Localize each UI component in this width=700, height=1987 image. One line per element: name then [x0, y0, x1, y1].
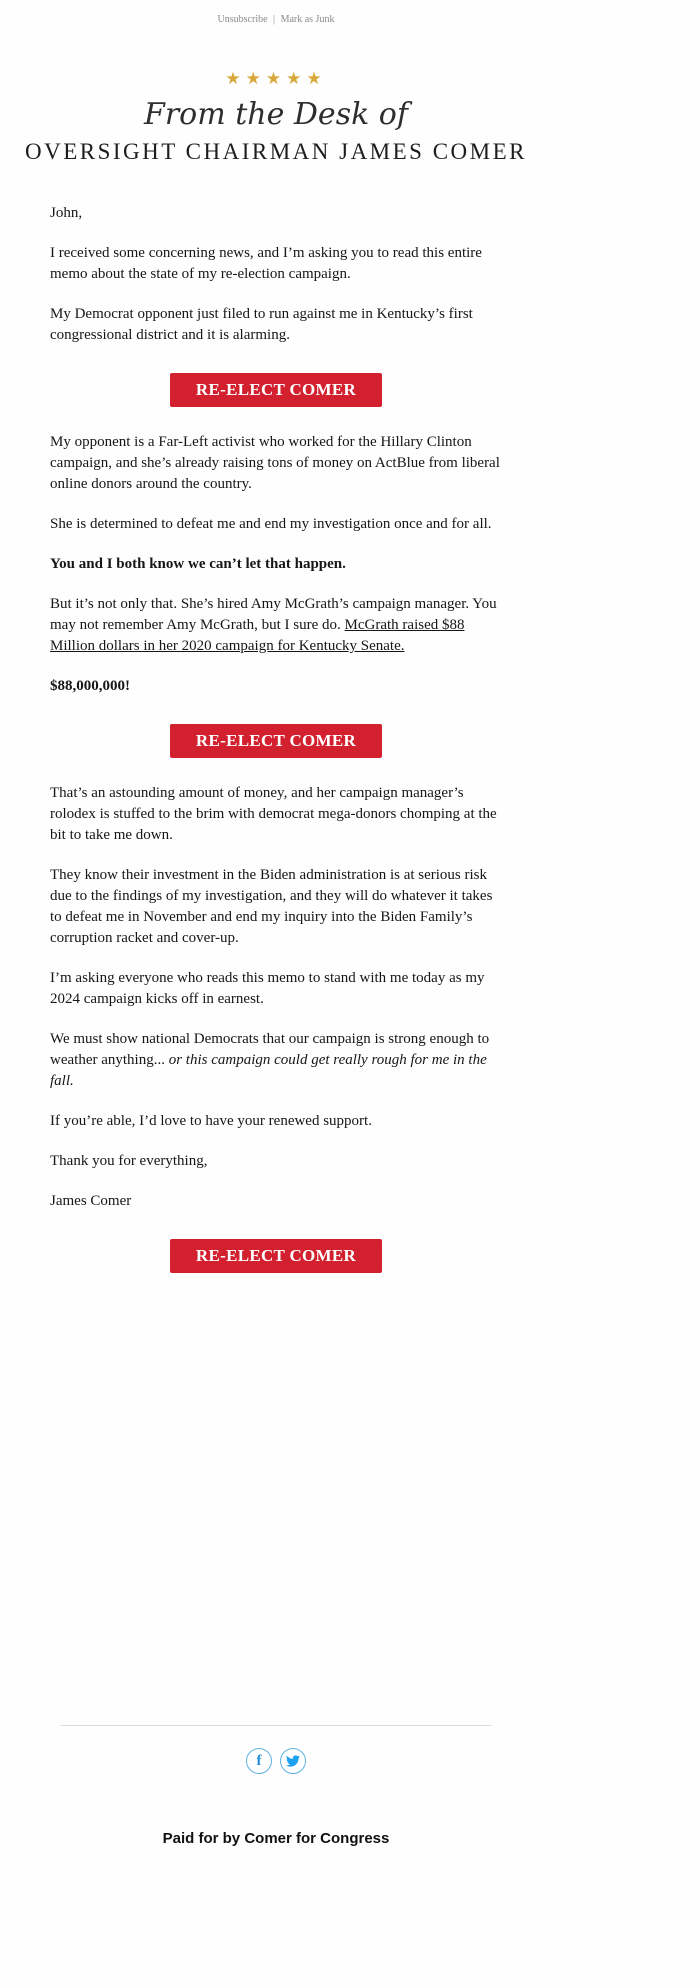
facebook-f-glyph: f	[256, 1752, 262, 1769]
twitter-icon[interactable]	[280, 1748, 306, 1774]
re-elect-comer-button-2[interactable]: RE-ELECT COMER	[170, 724, 382, 758]
paragraph-text: We must show national Democrats that our campaign is strong enough to weather anything...	[50, 1031, 490, 1068]
mcgrath-fundraising-link[interactable]: McGrath raised $88 Million dollars in her 2020 campaign for Kentucky Senate.	[50, 617, 465, 654]
paragraph: I received some concerning news, and I’m asking you to read this entire memo about the state of my re-election campaign.	[50, 245, 482, 282]
amount-statement: $88,000,000!	[50, 678, 130, 694]
footer-divider	[60, 1725, 492, 1726]
paid-for-disclaimer: Paid for by Comer for Congress	[162, 1830, 390, 1847]
re-elect-comer-button-3[interactable]: RE-ELECT COMER	[170, 1239, 382, 1273]
unsubscribe-link[interactable]: Unsubscribe	[217, 14, 268, 25]
letter-body	[0, 203, 552, 1273]
salutation: John,	[50, 205, 83, 221]
paragraph: If you’re able, I’d love to have your renewed support.	[50, 1113, 372, 1129]
paragraph: My Democrat opponent just filed to run against me in Kentucky’s first congressional district and it is alarming.	[50, 306, 473, 343]
social-icons-row	[0, 1748, 552, 1774]
button-row	[50, 1239, 502, 1273]
facebook-icon[interactable]	[246, 1748, 272, 1774]
paragraph: They know their investment in the Biden administration is at serious risk due to the findings of my investigation, and they will do whatever it takes to defeat me in November and end my inquiry into the Biden Family’s corruption racket and cover-up.	[50, 867, 493, 946]
email-content	[0, 69, 552, 1967]
paragraph: My opponent is a Far-Left activist who worked for the Hillary Clinton campaign, and she’s already raising tons of money on ActBlue from liberal online donors around the country.	[50, 434, 500, 492]
letterhead	[0, 69, 552, 165]
letterhead-title: OVERSIGHT CHAIRMAN JAMES COMER	[24, 139, 528, 164]
email-preheader	[0, 0, 552, 25]
five-stars-icon: ★★★★★	[225, 69, 327, 88]
re-elect-comer-button-1[interactable]: RE-ELECT COMER	[170, 373, 382, 407]
paragraph: She is determined to defeat me and end my investigation once and for all.	[50, 516, 492, 532]
paragraph: I’m asking everyone who reads this memo to stand with me today as my 2024 campaign kicks off in earnest.	[50, 970, 485, 1007]
signature: James Comer	[50, 1193, 132, 1209]
paragraph: That’s an astounding amount of money, and her campaign manager’s rolodex is stuffed to the brim with democrat mega-donors chomping at the bit to take me down.	[50, 785, 497, 843]
bold-statement: You and I both know we can’t let that happen.	[50, 556, 346, 572]
mark-as-junk-link[interactable]: Mark as Junk	[280, 14, 335, 25]
paragraph	[50, 1029, 502, 1092]
from-the-desk-line: From the Desk of	[144, 97, 408, 132]
closing-line: Thank you for everything,	[50, 1153, 208, 1169]
button-row	[50, 724, 502, 758]
button-row	[50, 373, 502, 407]
paragraph-text: But it’s not only that. She’s hired Amy McGrath’s campaign manager. You may not remember Amy McGrath, but I sure do.	[50, 596, 497, 633]
paragraph	[50, 594, 502, 657]
italic-warning-text: or this campaign could get really rough for me in the fall.	[50, 1052, 487, 1089]
email-footer	[0, 1725, 552, 1967]
preheader-separator: |	[273, 14, 276, 25]
